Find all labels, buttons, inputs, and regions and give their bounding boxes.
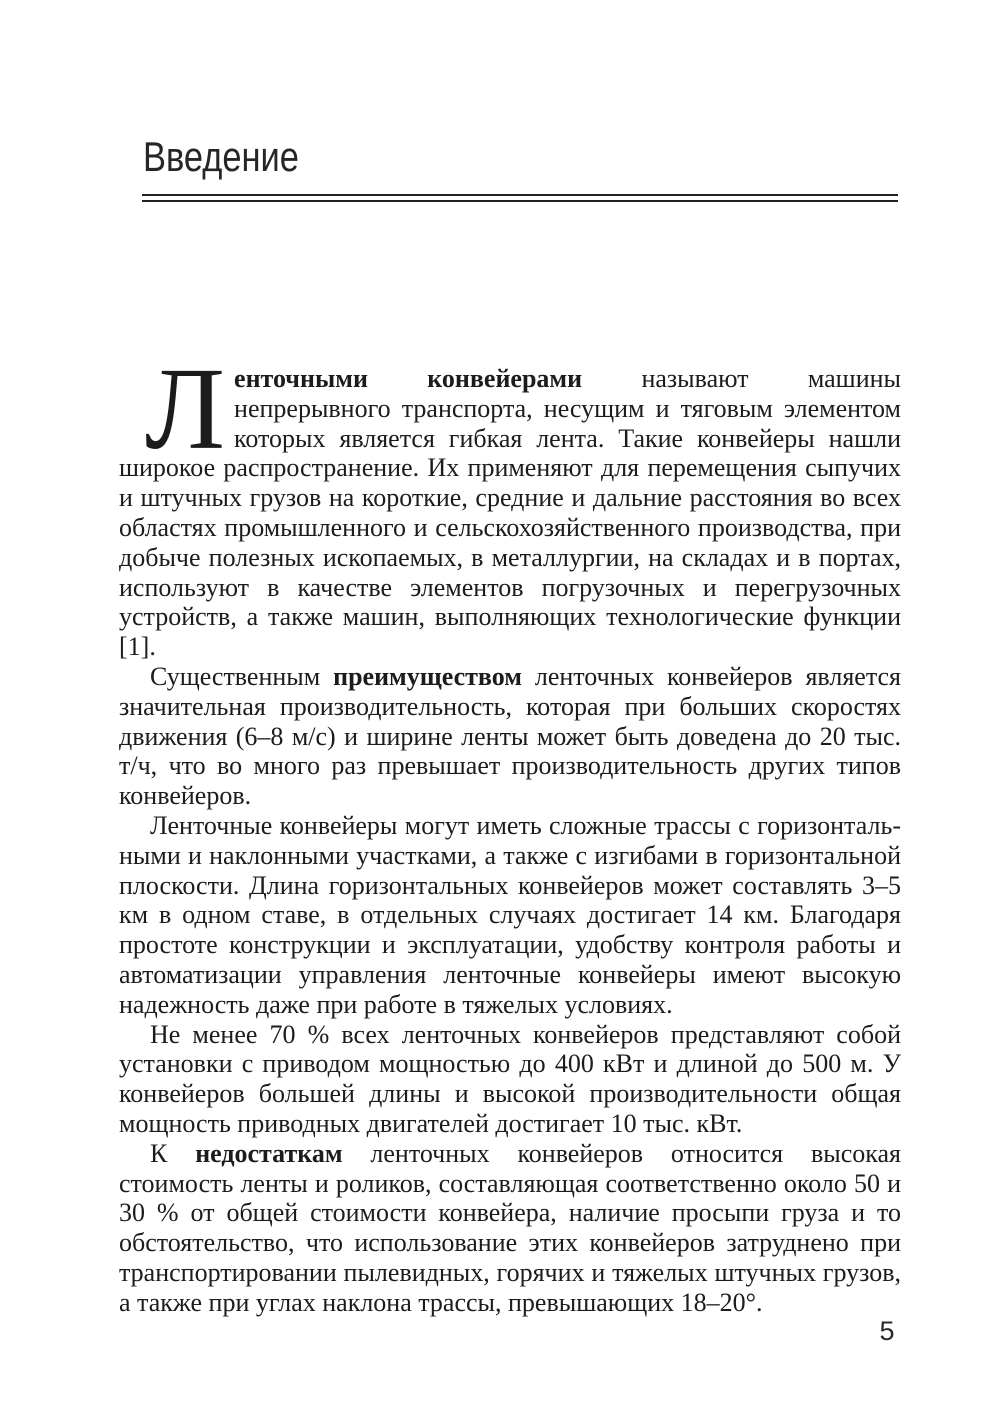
paragraph [119, 1020, 901, 1139]
text-run: Не менее 70 % всех ленточных конвейеров представляют собой установки с приводом мощностью до 400 кВт и длиной до 500 м. У конвейеров большей длины и высокой производительности общая мощность приводных двигателей достигает 10 тыс. кВт. [119, 1019, 901, 1138]
body-text [119, 343, 902, 1318]
text-run: Существенным [150, 661, 334, 691]
text-run: Ленточные конвейеры могут иметь сложные трассы с горизонтальными и наклонными участками, а также с изгибами в горизонтальной плоскости. Длина горизонтальных конвейеров может составлять 3–5 км в одном ставе, в отдельных случаях достигает 14 км. Благодаря простоте конструкции и эксплуатации, удобству контроля работы и автоматизации управления ленточные конвейеры имеют высокую надежность даже при работе в тяжелых условиях. [119, 810, 901, 1019]
text-run: называют машины непрерывного транспорта, несущим и тяговым элементом которых является гибкая лента. Такие конвейеры нашли широкое распространение. Их применяют для перемещения сыпучих и штучных грузов на короткие, средние и дальние расстояния во всех областях промышленного и сельскохозяйственного производства, при добыче полезных ископаемых, в металлургии, на складах и в портах, используют в качестве элементов погрузочных и перегрузочных устройств, а также машин, выполняющих технологические функции [1]. [119, 364, 901, 662]
paragraph [119, 811, 901, 1020]
paragraph [119, 662, 901, 811]
paragraph [119, 343, 901, 662]
text-run: ленточных конвейеров является значительная производительность, которая при больших скоростях движения (6–8 м/с) и ширине ленты может быть доведена до 20 тыс. т/ч, что во много раз превышает производительность других типов конвейеров. [119, 661, 901, 811]
bold-text-run: недостаткам [195, 1138, 343, 1168]
paragraph [119, 1139, 901, 1318]
chapter-title: Введение [143, 133, 299, 180]
page-number: 5 [879, 1316, 895, 1346]
bold-text-run: енточными конвейерами [234, 364, 583, 393]
text-run: ленточных конвейеров относится высокая стоимость ленты и роликов, составляющая соответственно около 50 и 30 % от общей стоимости конвейера, наличие просыпи груза и то обстоятельство, что использование этих конвейеров затруднено при транспортировании пылевидных, горячих и тяжелых штучных грузов, а также при углах наклона трассы, превышающих 18–20°. [119, 1138, 902, 1317]
title-rule [142, 194, 898, 202]
dropcap-letter: Л [145, 343, 226, 474]
bold-text-run: преимуществом [333, 661, 522, 691]
text-run: К [150, 1138, 196, 1168]
